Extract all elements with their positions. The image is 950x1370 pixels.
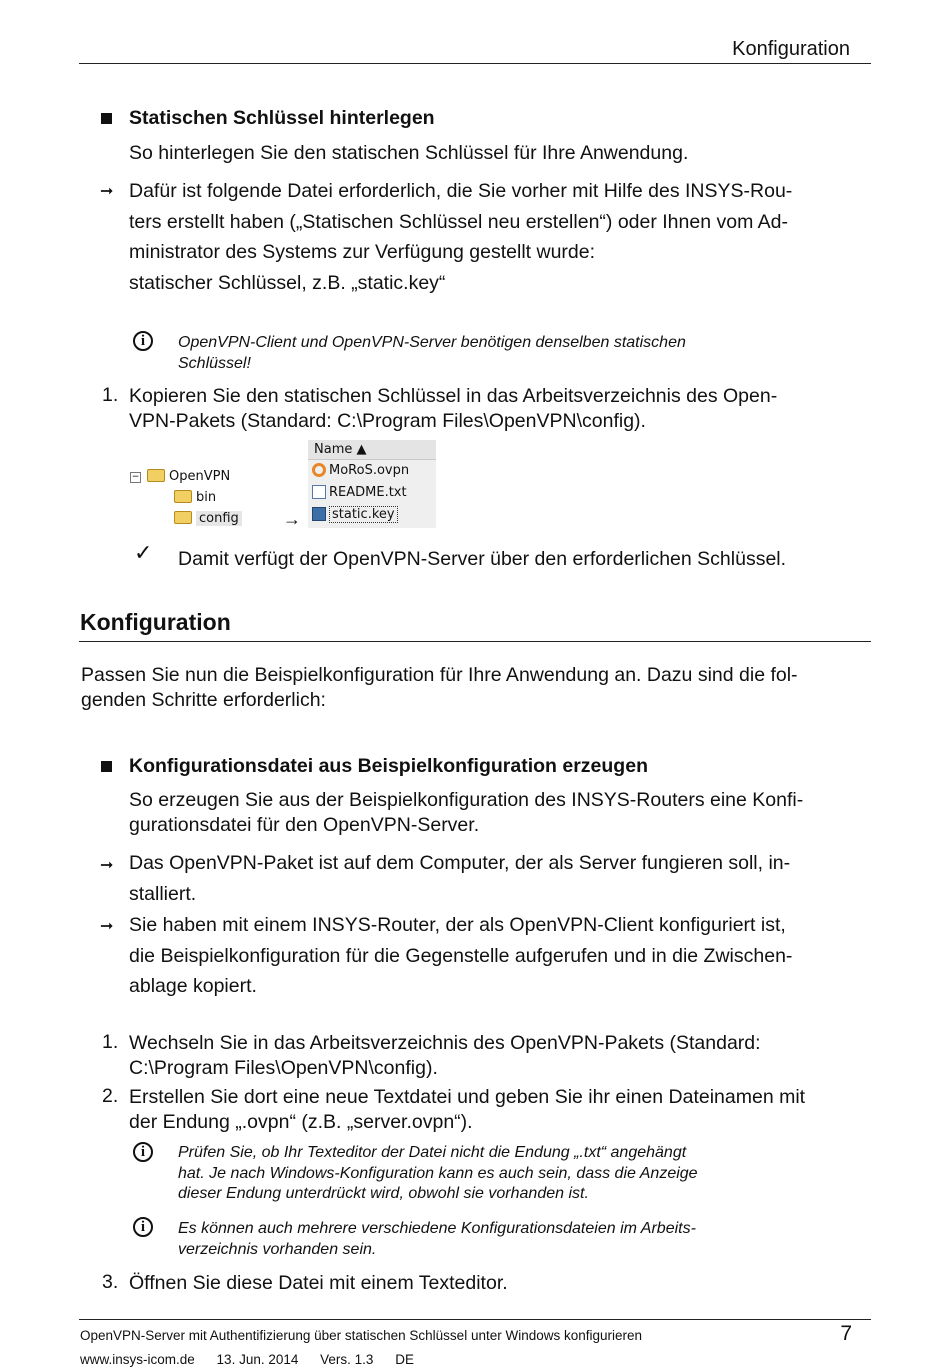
footer-language: DE (395, 1352, 414, 1367)
page-number: 7 (840, 1322, 852, 1345)
text-file-icon (312, 485, 326, 499)
result-text: Damit verfügt der OpenVPN-Server über den erforderlichen Schlüssel. (178, 548, 787, 570)
column-header-name[interactable]: Name ▲ (308, 440, 436, 460)
key-file-icon (312, 507, 326, 521)
folder-icon (174, 490, 192, 503)
file-list (308, 440, 436, 528)
step-number: 3. (102, 1271, 119, 1293)
section-intro: Passen Sie nun die Beispielkonfiguration für Ihre Anwendung an. Dazu sind die fol- genden Schritte erforderlich: (81, 664, 798, 711)
footer-version: Vers. 1.3 (320, 1352, 374, 1367)
subsection-heading-static-key: Statischen Schlüssel hinterlegen (129, 107, 435, 129)
file-item-label: README.txt (329, 485, 407, 500)
step-text: Kopieren Sie den statischen Schlüssel in das Arbeitsverzeichnis des Open- VPN-Pakets (Standard: C:\Program Files\OpenVPN\config). (129, 385, 778, 432)
prerequisite-text: Das OpenVPN-Paket ist auf dem Computer, der als Server fungieren soll, in- stalliert. (129, 852, 791, 905)
collapse-icon[interactable]: − (131, 472, 140, 482)
step-number: 2. (102, 1085, 119, 1107)
subsection-heading-config-file: Konfigurationsdatei aus Beispielkonfiguration erzeugen (129, 755, 648, 777)
step-text: Öffnen Sie diese Datei mit einem Texteditor. (129, 1272, 508, 1294)
footer-date: 13. Jun. 2014 (216, 1352, 299, 1367)
header-rule (79, 63, 871, 64)
note-text: Prüfen Sie, ob Ihr Texteditor der Datei nicht die Endung „.txt“ angehängt hat. Je nach Windows-Konfiguration kann es auch sein, dass die Anzeige dieser Endung unterdrückt wird, obwohl sie vorhanden ist. (178, 1144, 698, 1202)
square-bullet-icon (101, 761, 112, 772)
prerequisite-arrow-icon: ➞ (100, 857, 114, 874)
section-title: Konfiguration (80, 609, 231, 635)
tree-item-config[interactable] (174, 509, 242, 529)
step-number: 1. (102, 1031, 119, 1053)
prerequisite-text: Sie haben mit einem INSYS-Router, der als OpenVPN-Client konfiguriert ist, die Beispielkonfiguration für die Gegenstelle aufgerufen und in die Zwischen- ablage kopiert. (129, 914, 793, 997)
step-text: Wechseln Sie in das Arbeitsverzeichnis des OpenVPN-Pakets (Standard: C:\Program Files\OpenVPN\config). (129, 1032, 761, 1079)
note-text: OpenVPN-Client und OpenVPN-Server benötigen denselben statischen Schlüssel! (178, 334, 686, 372)
tree-item-bin[interactable] (174, 488, 216, 508)
footer-website[interactable]: www.insys-icom.de (80, 1352, 195, 1367)
file-item-label: MoRoS.ovpn (329, 463, 410, 478)
folder-icon (174, 511, 192, 524)
square-bullet-icon (101, 113, 112, 124)
info-icon: i (133, 1217, 153, 1237)
prerequisite-arrow-icon: ➞ (100, 183, 114, 200)
file-item-readme[interactable] (312, 483, 407, 503)
checkmark-icon: ✓ (134, 540, 153, 565)
footer-meta (80, 1352, 432, 1367)
intro-text: So erzeugen Sie aus der Beispielkonfiguration des INSYS-Routers eine Konfi- gurationsdatei für den OpenVPN-Server. (129, 789, 804, 836)
arrow-right-icon: → (283, 509, 301, 529)
info-icon: i (133, 331, 153, 351)
prerequisite-arrow-icon: ➞ (100, 918, 114, 935)
step-text: Erstellen Sie dort eine neue Textdatei und geben Sie ihr einen Dateinamen mit der Endung „.ovpn“ (z.B. „server.ovpn“). (129, 1086, 806, 1133)
step-number: 1. (102, 384, 119, 406)
file-item-ovpn[interactable] (312, 461, 409, 481)
tree-item-openvpn[interactable] (130, 467, 230, 487)
footer-rule (79, 1319, 871, 1320)
intro-text: So hinterlegen Sie den statischen Schlüssel für Ihre Anwendung. (129, 142, 689, 164)
footer-title: OpenVPN-Server mit Authentifizierung über statischen Schlüssel unter Windows konfigurieren (80, 1328, 643, 1343)
openvpn-file-icon (312, 463, 326, 477)
file-item-label: static.key (329, 506, 398, 523)
tree-item-label: bin (196, 490, 217, 505)
note-text: Es können auch mehrere verschiedene Konfigurationsdateien im Arbeits- verzeichnis vorhanden sein. (178, 1220, 696, 1258)
tree-item-label: OpenVPN (169, 469, 231, 484)
section-rule (79, 641, 871, 642)
file-item-static-key[interactable] (312, 505, 398, 525)
info-icon: i (133, 1142, 153, 1162)
folder-icon (147, 469, 165, 482)
tree-item-label: config (196, 511, 242, 526)
folder-tree (130, 464, 250, 530)
page-header-title: Konfiguration (732, 38, 850, 60)
prerequisite-text: Dafür ist folgende Datei erforderlich, die Sie vorher mit Hilfe des INSYS-Rou- ters erstellt haben („Statischen Schlüssel neu erstellen“) oder Ihnen vom Ad- ministrator des Systems zur Verfügung gestellt wurde: statischer Schlüssel, z.B. „static.key“ (129, 180, 793, 294)
